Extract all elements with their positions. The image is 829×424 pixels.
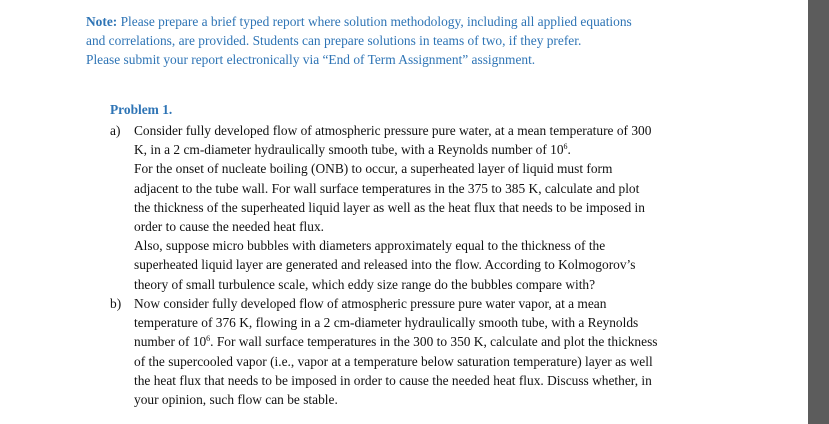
item-a-line-1: Consider fully developed flow of atmospheric pressure pure water, at a mean temperature of 300 [134,123,652,138]
item-a-line-9: theory of small turbulence scale, which eddy size range do the bubbles compare with? [134,276,596,292]
note-label: Note: [86,14,118,29]
item-a-line-7: Also, suppose micro bubbles with diameters approximately equal to the thickness of the [134,238,606,254]
item-b-line-5: the heat flux that needs to be imposed in order to cause the needed heat flux. Discuss whether, in [134,372,652,388]
item-a-line-6: order to cause the needed heat flux. [134,219,324,235]
note-paragraph [86,12,786,69]
note-line-2: and correlations, are provided. Students can prepare solutions in teams of two, if they prefer. [86,33,582,48]
item-a-line-2 [134,140,651,159]
item-marker-b: b) [110,296,122,311]
item-b-line-1: Now consider fully developed flow of atmospheric pressure pure water vapor, at a mean [134,296,607,311]
item-b-line-3-text: number of 10 [134,334,207,350]
note-text-1: Please prepare a brief typed report where solution methodology, including all applied equations [117,14,632,29]
item-a-line-8: superheated liquid layer are generated and released into the flow. According to Kolmogorov’s [134,257,636,273]
problem-title: Problem 1. [110,102,173,117]
vertical-scrollbar[interactable] [808,0,829,424]
item-b-line-2: temperature of 376 K, flowing in a 2 cm-diameter hydraulically smooth tube, with a Reynolds [134,315,639,331]
item-b-line-3-end: . For wall surface temperatures in the 300 to 350 K, calculate and plot the thickness [210,334,658,350]
item-b-line-3 [134,332,658,351]
item-marker-a: a) [110,123,121,138]
item-a-line-2-end: . [567,142,571,158]
item-a-line-3: For the onset of nucleate boiling (ONB) to occur, a superheated layer of liquid must form [134,161,613,177]
item-b-line-4: of the supercooled vapor (i.e., vapor at a temperature below saturation temperature) layer as well [134,353,653,369]
item-a-line-4: adjacent to the tube wall. For wall surface temperatures in the 375 to 385 K, calculate and plot [134,180,640,196]
reynolds-exponent-b: 6 [206,334,211,344]
item-body-b [134,294,658,409]
item-a-line-2-text: K, in a 2 cm-diameter hydraulically smooth tube, with a Reynolds number of 10 [134,142,564,158]
note-line-3: Please submit your report electronically via “End of Term Assignment” assignment. [86,52,536,67]
reynolds-exponent-a: 6 [563,142,568,152]
item-b-line-6: your opinion, such flow can be stable. [134,392,338,408]
note-line-1 [86,12,786,31]
item-body-a [134,121,651,294]
item-a-line-5: the thickness of the superheated liquid layer as well as the heat flux that needs to be imposed in [134,199,645,215]
